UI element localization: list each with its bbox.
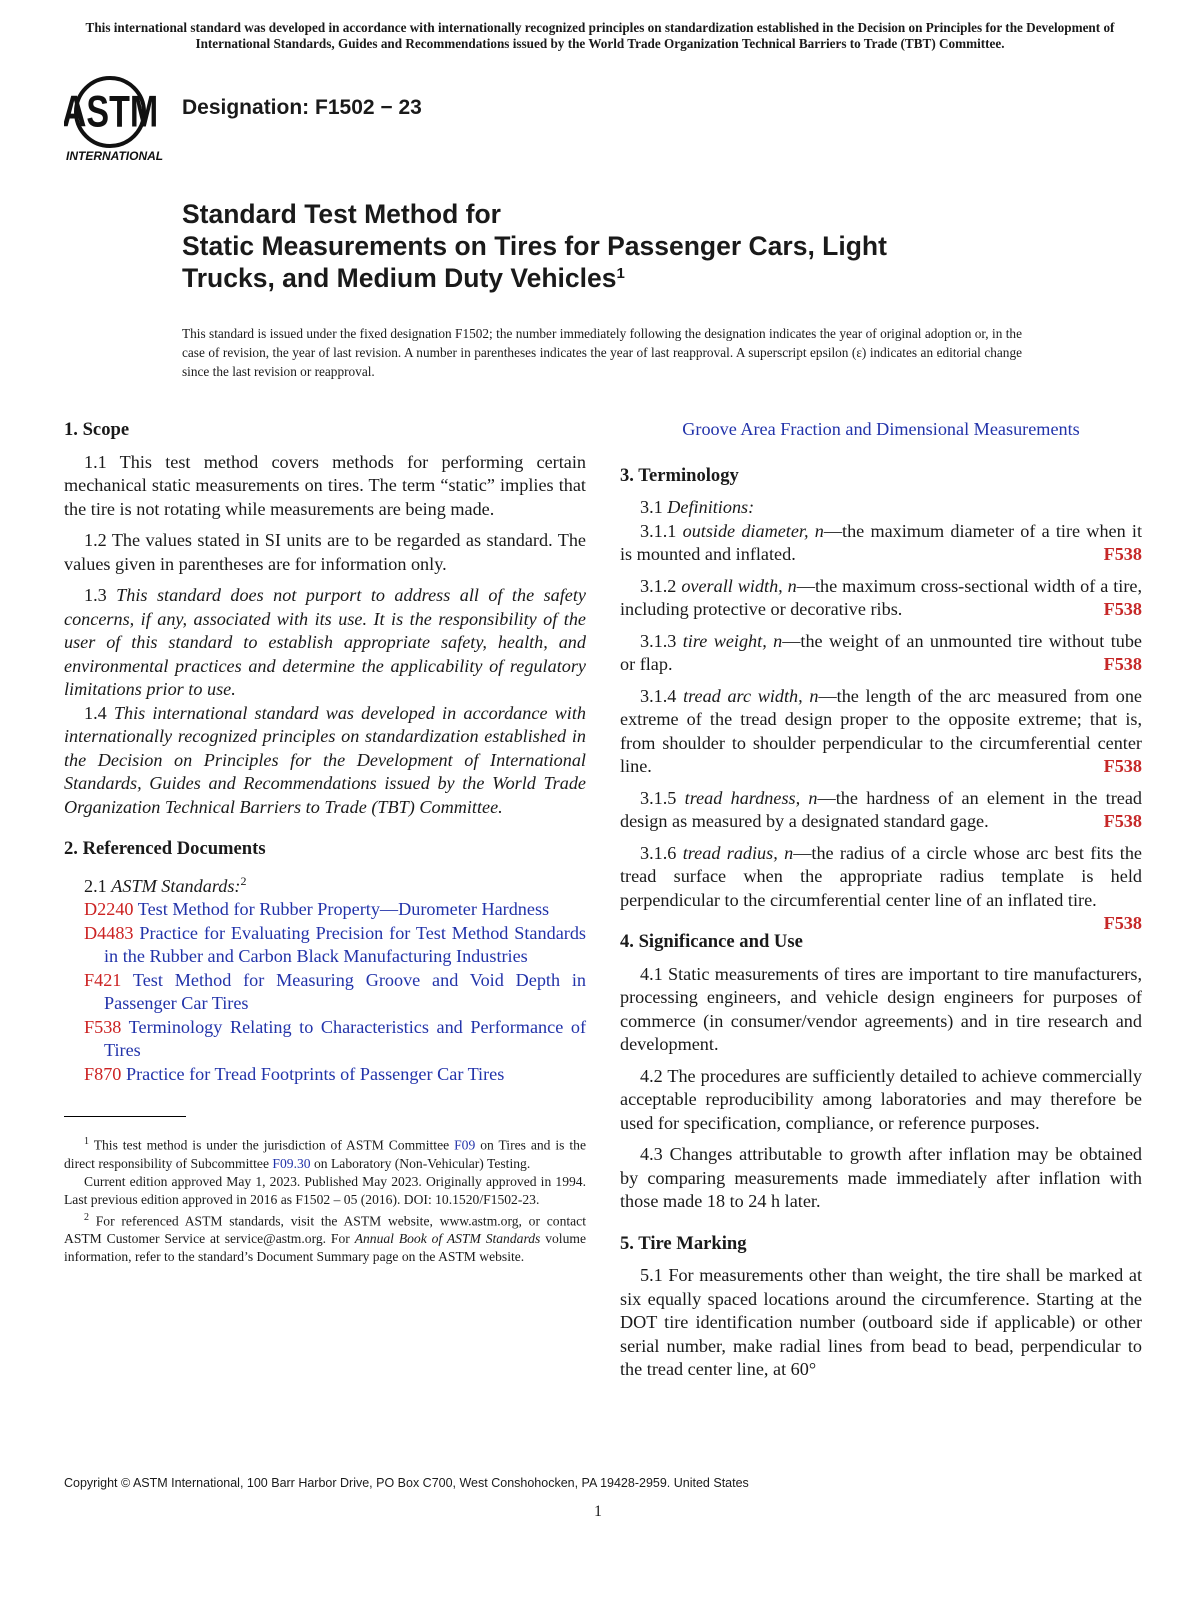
- astm-logo: [64, 72, 170, 164]
- ref-f538[interactable]: F538 Terminology Relating to Characteristics and Performance of Tires: [84, 1016, 587, 1061]
- definition-3-1-5: 3.1.5 tread hardness, n—the hardness of an element in the tread design as measured by a designated standard gage. F538: [620, 787, 1142, 831]
- astm-logo-icon: [64, 72, 170, 164]
- footnote-1: $^1$ This test method is under the jurisdiction of ASTM Committee F09 on Tires and is the direct responsibility of Subcommittee F09.30 on Laboratory (Non-Vehicular) Testing.: [64, 1136, 587, 1171]
- definition-3-1-6: 3.1.6 tread radius, n—the radius of a circle whose arc best fits the tread surface when the appropriate radius template is held perpendicular to the circumferential center line of an inflated tire. F538: [620, 842, 1142, 933]
- section-heading-terminology: 3. Terminology: [620, 464, 739, 486]
- footnote-edition: Current edition approved May 1, 2023. Published May 2023. Originally approved in 1994. Last previous edition approved in 2016 as F1502 – 05 (2016). DOI: 10.1520/F1502-23.: [64, 1173, 586, 1207]
- document-title: [182, 198, 982, 294]
- astm-standards-label: 2.1 ASTM Standards:$^2$: [84, 873, 247, 896]
- subcommittee-link[interactable]: F09.30: [272, 1155, 311, 1171]
- scope-1-1: 1.1 This test method covers methods for performing certain mechanical static measurements on tires. The term “static” implies that the tire is not rotating while measurements are being made.: [64, 451, 586, 519]
- definition-3-1-2: 3.1.2 overall width, n—the maximum cross-sectional width of a tire, including protective or decorative ribs. F538: [620, 575, 1143, 619]
- title-main: Static Measurements on Tires for Passenger Cars, Light Trucks, and Medium Duty Vehicles: [182, 231, 887, 293]
- title-line1: Standard Test Method for: [182, 199, 501, 229]
- ref-f421[interactable]: F421 Test Method for Measuring Groove and Void Depth in Passenger Car Tires: [84, 969, 587, 1014]
- footnote-2: $^2$ For referenced ASTM standards, visit the ASTM website, www.astm.org, or contact ASTM Customer Service at service@astm.org. For Annual Book of ASTM Standards volume information, refer to the standard’s Document Summary page on the ASTM website.: [64, 1211, 586, 1265]
- right-column: [620, 418, 1142, 1390]
- designation: Designation: F1502 − 23: [182, 96, 422, 119]
- significance-4-3: 4.3 Changes attributable to growth after inflation may be obtained by comparing measurements made immediately after inflation with those made 18 to 24 h later.: [620, 1144, 1142, 1211]
- title-footnote-mark[interactable]: 1: [616, 265, 625, 282]
- page-number: 1: [594, 1503, 602, 1520]
- ref-f870[interactable]: F870 Practice for Tread Footprints of Passenger Car Tires: [84, 1063, 505, 1084]
- significance-4-2: 4.2 The procedures are sufficiently detailed to achieve commercially acceptable reproducibility among laboratories and may therefore be used for specification, compliance, or reference purposes.: [620, 1065, 1142, 1133]
- marking-5-1: 5.1 For measurements other than weight, the tire shall be marked at six equally spaced locations around the circumference. Starting at the DOT tire identification number (outboard side if applicable) or other serial number, make radial lines from bead to bead, perpendicular to the tread center line, at 60°: [620, 1265, 1142, 1379]
- scope-1-3: 1.3 This standard does not purport to address all of the safety concerns, if any, associated with its use. It is the responsibility of the user of this standard to establish appropriate safety, health, and environmental practices and determine the applicability of regulatory limitations prior to use.: [64, 585, 586, 699]
- wto-notice: This international standard was developed in accordance with internationally recognized principles on standardization established in the Decision on Principles for the Development of International Standards, Guides and Recommendations issued by the World Trade Organization Technical Barriers to Trade (TBT) Committee.: [85, 20, 1115, 51]
- left-column: [64, 418, 586, 1266]
- definition-3-1-4: 3.1.4 tread arc width, n—the length of the arc measured from one extreme of the tread design proper to the opposite extreme; that is, from shoulder to shoulder perpendicular to the circumferential center line. F538: [620, 685, 1142, 776]
- scope-1-4: 1.4 This international standard was developed in accordance with internationally recognized principles on standardization established in the Decision on Principles for the Development of International Standards, Guides and Recommendations issued by the World Trade Organization Technical Barriers to Trade (TBT) Committee.: [64, 702, 587, 817]
- definitions-label: 3.1 Definitions:: [640, 497, 755, 517]
- issue-statement: This standard is issued under the fixed designation F1502; the number immediately following the designation indicates the year of original adoption or, in the case of revision, the year of last revision. A number in parentheses indicates the year of last reapproval. A superscript epsilon (ε) indicates an editorial change since the last revision or reapproval.: [182, 326, 1022, 379]
- definition-3-1-1: 3.1.1 outside diameter, n—the maximum diameter of a tire when it is mounted and inflated. F538: [620, 520, 1143, 564]
- significance-4-1: 4.1 Static measurements of tires are important to tire manufacturers, processing engineers, and vehicle design engineers for purposes of commerce (in consumer/vendor agreements) and in tire research and development.: [620, 963, 1142, 1054]
- definition-3-1-3: 3.1.3 tire weight, n—the weight of an unmounted tire without tube or flap. F538: [620, 630, 1143, 674]
- footnote-divider: [64, 1116, 186, 1117]
- svg-text:INTERNATIONAL: INTERNATIONAL: [66, 149, 164, 163]
- ref-d4483[interactable]: D4483 Practice for Evaluating Precision for Test Method Standards in the Rubber and Carbon Black Manufacturing Industries: [84, 922, 586, 967]
- section-heading-scope: 1. Scope: [64, 419, 130, 440]
- section-heading-marking: 5. Tire Marking: [620, 1232, 747, 1254]
- section-heading-referenced: 2. Referenced Documents: [64, 838, 266, 859]
- copyright-footer: Copyright © ASTM International, 100 Barr Harbor Drive, PO Box C700, West Conshohocken, PA 19428-2959. United States: [64, 1476, 749, 1490]
- scope-1-2: 1.2 The values stated in SI units are to be regarded as standard. The values given in parentheses are for information only.: [64, 530, 586, 574]
- svg-text:ASTM: ASTM: [64, 87, 159, 137]
- ref-d2240[interactable]: D2240 Test Method for Rubber Property—Durometer Hardness: [84, 899, 550, 920]
- section-heading-significance: 4. Significance and Use: [620, 931, 803, 952]
- ref-groove-area[interactable]: Groove Area Fraction and Dimensional Measurements: [682, 419, 1080, 439]
- committee-link[interactable]: F09: [454, 1137, 476, 1153]
